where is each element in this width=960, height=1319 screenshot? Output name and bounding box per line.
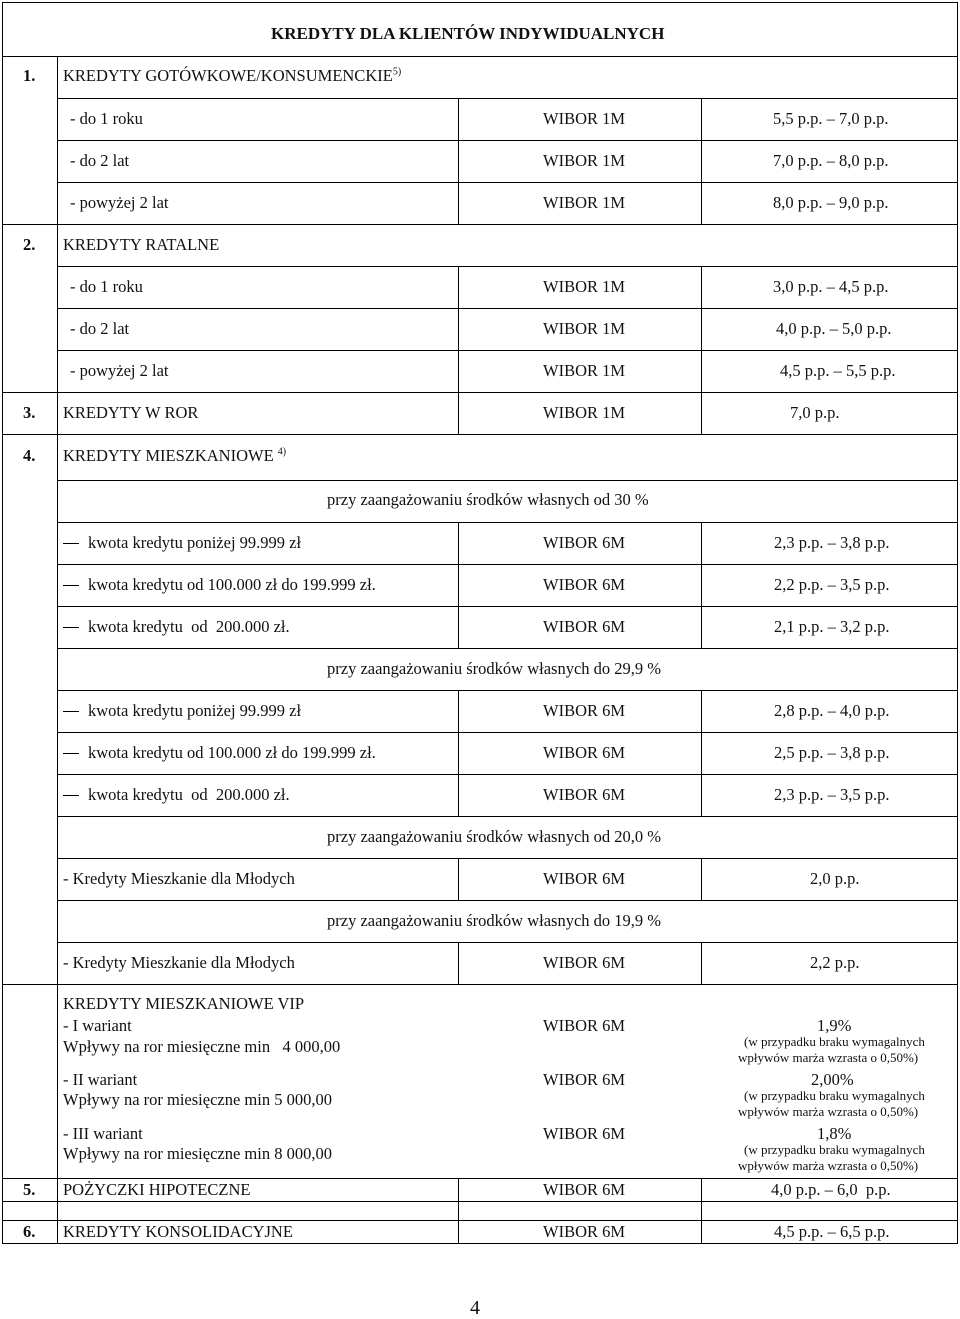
dash-bullet bbox=[63, 753, 79, 754]
footnote-ref: 5) bbox=[392, 66, 402, 78]
row-margin: 2,00% bbox=[811, 1070, 854, 1089]
margin-note: wpływów marża wzrasta o 0,50%) bbox=[738, 1158, 919, 1173]
row-base-rate: WIBOR 6M bbox=[543, 1124, 626, 1143]
section-number: 6. bbox=[23, 1222, 36, 1241]
row-margin: 3,0 p.p. – 4,5 p.p. bbox=[773, 277, 889, 296]
row-base-rate: WIBOR 6M bbox=[543, 785, 626, 804]
row-margin: 2,8 p.p. – 4,0 p.p. bbox=[774, 701, 890, 720]
row-label: - Kredyty Mieszkanie dla Młodych bbox=[63, 869, 295, 888]
row-margin: 4,0 p.p. – 6,0 p.p. bbox=[771, 1180, 891, 1199]
page-title: KREDYTY DLA KLIENTÓW INDYWIDUALNYCH bbox=[271, 24, 665, 43]
margin-note: (w przypadku braku wymagalnych bbox=[744, 1034, 925, 1049]
row-base-rate: WIBOR 6M bbox=[543, 1222, 626, 1241]
row-label: - Kredyty Mieszkanie dla Młodych bbox=[63, 953, 295, 972]
row-label: kwota kredytu poniżej 99.999 zł bbox=[88, 533, 302, 552]
row-base-rate: WIBOR 1M bbox=[543, 403, 626, 422]
vip-variant-name: - I wariant bbox=[63, 1016, 132, 1035]
section-number: 2. bbox=[23, 235, 36, 254]
vip-header: KREDYTY MIESZKANIOWE VIP bbox=[63, 994, 305, 1013]
row-label: kwota kredytu od 100.000 zł do 199.999 zł. bbox=[88, 575, 376, 594]
row-margin: 2,2 p.p. – 3,5 p.p. bbox=[774, 575, 890, 594]
row-margin: 4,0 p.p. – 5,0 p.p. bbox=[776, 319, 892, 338]
row-margin: 4,5 p.p. – 6,5 p.p. bbox=[774, 1222, 890, 1241]
row-base-rate: WIBOR 1M bbox=[543, 109, 626, 128]
vip-variant-name: - III wariant bbox=[63, 1124, 143, 1143]
row-margin: 7,0 p.p. – 8,0 p.p. bbox=[773, 151, 889, 170]
section-title: POŻYCZKI HIPOTECZNE bbox=[63, 1180, 251, 1199]
margin-note: wpływów marża wzrasta o 0,50%) bbox=[738, 1104, 919, 1119]
row-label: - do 2 lat bbox=[70, 151, 130, 170]
row-base-rate: WIBOR 6M bbox=[543, 1070, 626, 1089]
row-base-rate: WIBOR 6M bbox=[543, 533, 626, 552]
row-label: - do 1 roku bbox=[70, 277, 143, 296]
group-header: przy zaangażowaniu środków własnych do 29,9 % bbox=[327, 659, 662, 678]
row-margin: 2,3 p.p. – 3,8 p.p. bbox=[774, 533, 890, 552]
margin-note: (w przypadku braku wymagalnych bbox=[744, 1142, 925, 1157]
section-title: KREDYTY KONSOLIDACYJNE bbox=[63, 1222, 293, 1241]
row-margin: 2,1 p.p. – 3,2 p.p. bbox=[774, 617, 890, 636]
margin-note: wpływów marża wzrasta o 0,50%) bbox=[738, 1050, 919, 1065]
row-base-rate: WIBOR 6M bbox=[543, 953, 626, 972]
row-margin: 8,0 p.p. – 9,0 p.p. bbox=[773, 193, 889, 212]
row-label: kwota kredytu poniżej 99.999 zł bbox=[88, 701, 302, 720]
dash-bullet bbox=[63, 795, 79, 796]
section-number: 5. bbox=[23, 1180, 36, 1199]
margin-note: (w przypadku braku wymagalnych bbox=[744, 1088, 925, 1103]
footnote-ref: 4) bbox=[277, 446, 287, 458]
section-number: 1. bbox=[23, 66, 36, 85]
row-label: kwota kredytu od 100.000 zł do 199.999 zł. bbox=[88, 743, 376, 762]
row-label: - do 1 roku bbox=[70, 109, 143, 128]
row-margin: 5,5 p.p. – 7,0 p.p. bbox=[773, 109, 889, 128]
row-margin: 2,2 p.p. bbox=[810, 953, 860, 972]
section-title: KREDYTY MIESZKANIOWE $^{4)}$ bbox=[63, 446, 287, 465]
page-number: 4 bbox=[470, 1297, 480, 1319]
section-number: 4. bbox=[23, 446, 36, 465]
dash-bullet bbox=[63, 585, 79, 586]
row-margin: 7,0 p.p. bbox=[790, 403, 840, 422]
row-margin: 2,3 p.p. – 3,5 p.p. bbox=[774, 785, 890, 804]
row-base-rate: WIBOR 6M bbox=[543, 743, 626, 762]
row-label: kwota kredytu od 200.000 zł. bbox=[88, 617, 290, 636]
dash-bullet bbox=[63, 711, 79, 712]
group-header: przy zaangażowaniu środków własnych od 20,0 % bbox=[327, 827, 662, 846]
row-margin: 4,5 p.p. – 5,5 p.p. bbox=[780, 361, 896, 380]
vip-variant-income: Wpływy na ror miesięczne min 5 000,00 bbox=[63, 1090, 332, 1109]
row-margin: 2,5 p.p. – 3,8 p.p. bbox=[774, 743, 890, 762]
section-title: KREDYTY RATALNE bbox=[63, 235, 220, 254]
row-margin: 1,9% bbox=[817, 1016, 852, 1035]
dash-bullet bbox=[63, 543, 79, 544]
row-margin: 2,0 p.p. bbox=[810, 869, 860, 888]
row-base-rate: WIBOR 6M bbox=[543, 701, 626, 720]
row-base-rate: WIBOR 1M bbox=[543, 277, 626, 296]
row-base-rate: WIBOR 1M bbox=[543, 151, 626, 170]
row-base-rate: WIBOR 1M bbox=[543, 193, 626, 212]
row-label: kwota kredytu od 200.000 zł. bbox=[88, 785, 290, 804]
row-base-rate: WIBOR 6M bbox=[543, 1016, 626, 1035]
row-margin: 1,8% bbox=[817, 1124, 852, 1143]
section-number: 3. bbox=[23, 403, 36, 422]
dash-bullet bbox=[63, 627, 79, 628]
section-title: KREDYTY GOTÓWKOWE/KONSUMENCKIE$^{5)}$ bbox=[63, 66, 402, 85]
section-title: KREDYTY W ROR bbox=[63, 403, 199, 422]
row-base-rate: WIBOR 1M bbox=[543, 361, 626, 380]
vip-variant-income: Wpływy na ror miesięczne min 8 000,00 bbox=[63, 1144, 332, 1163]
row-base-rate: WIBOR 6M bbox=[543, 869, 626, 888]
row-label: - do 2 lat bbox=[70, 319, 130, 338]
row-base-rate: WIBOR 1M bbox=[543, 319, 626, 338]
row-base-rate: WIBOR 6M bbox=[543, 575, 626, 594]
row-label: - powyżej 2 lat bbox=[70, 193, 169, 212]
row-base-rate: WIBOR 6M bbox=[543, 1180, 626, 1199]
vip-variant-income: Wpływy na ror miesięczne min 4 000,00 bbox=[63, 1037, 341, 1056]
row-base-rate: WIBOR 6M bbox=[543, 617, 626, 636]
group-header: przy zaangażowaniu środków własnych od 30 % bbox=[327, 490, 649, 509]
vip-variant-name: - II wariant bbox=[63, 1070, 138, 1089]
row-label: - powyżej 2 lat bbox=[70, 361, 169, 380]
group-header: przy zaangażowaniu środków własnych do 19,9 % bbox=[327, 911, 662, 930]
